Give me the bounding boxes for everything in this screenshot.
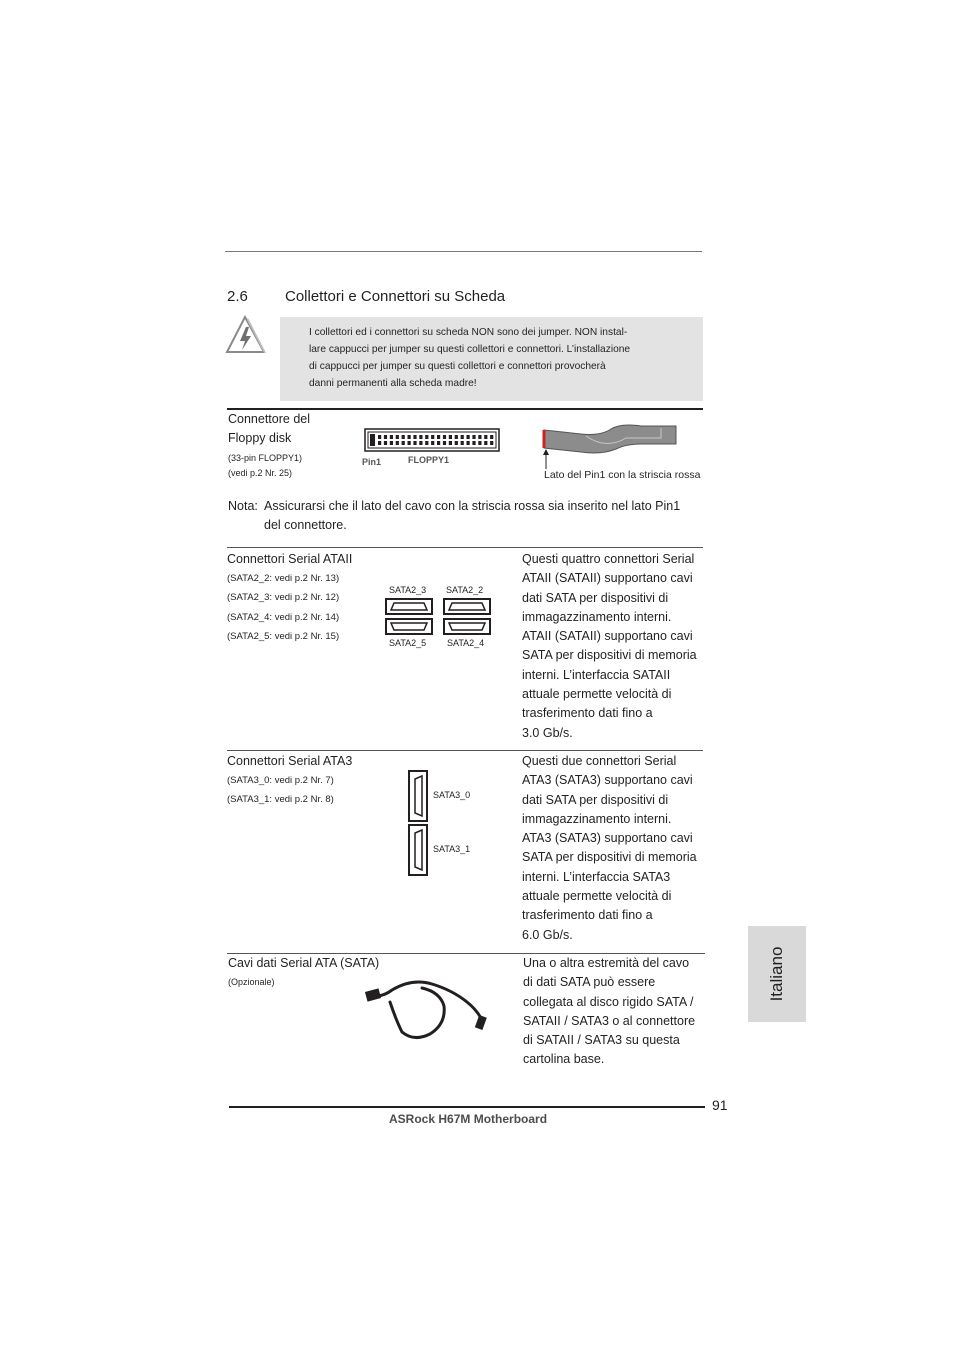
sata3-label-bottom: SATA3_1 <box>433 844 471 854</box>
floppy-cable-caption: Lato del Pin1 con la striscia rossa <box>544 469 701 481</box>
sata2-label-top-right: SATA2_2 <box>446 585 484 595</box>
sata3-rule <box>227 750 703 751</box>
sata2-desc-line: interni. L’interfaccia SATAII <box>522 667 671 682</box>
sata2-sub-line: (SATA2_5: vedi p.2 Nr. 15) <box>227 630 340 642</box>
sata3-desc-line: attuale permette velocità di <box>522 889 672 904</box>
sata2-desc-line: Questi quattro connettori Serial <box>522 552 695 566</box>
cable-desc-line: cartolina base. <box>523 1052 605 1067</box>
floppy-pin <box>384 435 387 439</box>
sata2-description <box>522 550 707 743</box>
cable-desc-line: Una o altra estremità del cavo <box>523 956 690 970</box>
sata3-sub-line: (SATA3_1: vedi p.2 Nr. 8) <box>227 794 334 806</box>
floppy-pin <box>461 435 464 439</box>
floppy-pin <box>384 441 387 445</box>
floppy-pin <box>472 435 475 439</box>
cable-description <box>523 954 708 1070</box>
floppy-pin <box>402 441 405 445</box>
cable-desc-line: di SATAII / SATA3 su questa <box>523 1033 680 1048</box>
warning-line: di cappucci per jumper su questi collettori e connettori provocherà <box>309 361 606 372</box>
cable-desc-line: collegata al disco rigido SATA / <box>523 994 694 1009</box>
cable-sub: (Opzionale) <box>228 977 275 987</box>
sata2-desc-line: trasferimento dati fino a <box>522 706 653 721</box>
sata2-label-top-left: SATA2_3 <box>389 585 427 595</box>
sata3-title: Connettori Serial ATA3 <box>227 754 353 768</box>
floppy-pin <box>419 435 422 439</box>
sata3-description <box>522 752 707 945</box>
sata3-desc-line: dati SATA per dispositivi di <box>522 792 669 807</box>
floppy-pin <box>478 435 481 439</box>
sata3-desc-line: Questi due connettori Serial <box>522 754 677 768</box>
sata3-desc-line: immagazzinamento interni. <box>522 811 672 826</box>
floppy-pin <box>378 435 381 439</box>
cable-desc-line: SATAII / SATA3 o al connettore <box>523 1013 696 1028</box>
sata2-desc-line: 3.0 Gb/s. <box>522 725 573 740</box>
floppy-title <box>228 410 310 449</box>
cable-desc-line: di dati SATA può essere <box>523 975 656 990</box>
floppy-pin <box>419 441 422 445</box>
sata3-sub-line: (SATA3_0: vedi p.2 Nr. 7) <box>227 775 334 786</box>
sata-cable-image <box>362 976 492 1044</box>
floppy-pin <box>378 441 381 445</box>
floppy-connector-label: FLOPPY1 <box>408 455 450 465</box>
floppy-sub <box>228 451 302 480</box>
language-tab-label: Italiano <box>767 946 786 1002</box>
floppy-pin <box>490 435 493 439</box>
floppy-pin <box>472 441 475 445</box>
cable-title: Cavi dati Serial ATA (SATA) <box>228 956 380 970</box>
floppy-pin <box>402 435 405 439</box>
warning-text <box>309 324 659 392</box>
top-rule <box>225 251 702 252</box>
sata3-desc-line: interni. L’interfaccia SATA3 <box>522 869 671 884</box>
floppy-pin <box>461 441 464 445</box>
note-label: Nota: <box>228 499 258 513</box>
floppy-connector-diagram <box>362 427 502 455</box>
page-number: 91 <box>712 1097 728 1113</box>
floppy-pin <box>413 435 416 439</box>
sata3-desc-line: ATA3 (SATA3) supportano cavi <box>522 831 693 846</box>
floppy-pin <box>437 435 440 439</box>
floppy-pin <box>455 441 458 445</box>
floppy-title-line: Floppy disk <box>228 431 292 446</box>
floppy-pin <box>484 435 487 439</box>
sata2-sub-line: (SATA2_3: vedi p.2 Nr. 12) <box>227 592 340 604</box>
floppy-pin <box>408 441 411 445</box>
floppy-pin <box>413 441 416 445</box>
sata2-desc-line: immagazzinamento interni. <box>522 609 672 624</box>
sata3-sub <box>227 771 334 810</box>
floppy-pin <box>425 435 428 439</box>
warning-line: danni permanenti alla scheda madre! <box>309 378 477 389</box>
sata2-label-bottom-left: SATA2_5 <box>389 638 427 648</box>
floppy-pin <box>431 435 434 439</box>
section-number: 2.6 <box>227 288 248 305</box>
sata2-desc-line: dati SATA per dispositivi di <box>522 590 669 605</box>
sata2-desc-line: ATAII (SATAII) supportano cavi <box>522 571 693 586</box>
floppy-sub-line: (vedi p.2 Nr. 25) <box>228 467 293 478</box>
sata2-label-bottom-right: SATA2_4 <box>447 638 485 648</box>
floppy-sub-line: (33-pin FLOPPY1) <box>228 453 303 463</box>
note-line-1: Assicurarsi che il lato del cavo con la striscia rossa sia inserito nel lato Pin1 <box>264 499 681 513</box>
sata2-sub-line: (SATA2_2: vedi p.2 Nr. 13) <box>227 573 340 584</box>
sata3-desc-line: SATA per dispositivi di memoria <box>522 850 697 865</box>
floppy-title-line: Connettore del <box>228 412 311 426</box>
floppy-pin <box>467 441 470 445</box>
warning-line: I collettori ed i connettori su scheda NON sono dei jumper. NON instal- <box>309 327 628 338</box>
floppy-pin <box>396 441 399 445</box>
sata2-sub <box>227 569 339 646</box>
sata3-label-top: SATA3_0 <box>433 790 471 800</box>
section-title: Collettori e Connettori su Scheda <box>285 288 506 305</box>
sata3-desc-line: trasferimento dati fino a <box>522 908 653 923</box>
floppy-pin <box>431 441 434 445</box>
sata2-rule <box>227 547 703 548</box>
floppy-pin1-label: Pin1 <box>362 457 382 467</box>
floppy-pin <box>478 441 481 445</box>
warning-triangle-icon <box>224 314 268 356</box>
floppy-pin <box>467 435 470 439</box>
floppy-pin <box>449 435 452 439</box>
floppy-pin <box>408 435 411 439</box>
floppy-pin <box>390 441 393 445</box>
note-line-2: del connettore. <box>264 518 347 532</box>
floppy-cable-image <box>541 422 681 474</box>
sata2-title: Connettori Serial ATAII <box>227 552 353 566</box>
floppy-pin <box>484 441 487 445</box>
sata2-desc-line: attuale permette velocità di <box>522 687 672 702</box>
floppy-pin <box>490 441 493 445</box>
floppy-pin <box>443 441 446 445</box>
sata3-connectors-diagram <box>407 769 431 877</box>
sata2-connectors-diagram <box>384 597 494 637</box>
sata2-desc-line: ATAII (SATAII) supportano cavi <box>522 629 693 644</box>
floppy-pin <box>449 441 452 445</box>
floppy-pin <box>455 435 458 439</box>
floppy-pin <box>425 441 428 445</box>
floppy-pin <box>437 441 440 445</box>
floppy-pin <box>390 435 393 439</box>
footer-rule <box>229 1106 705 1108</box>
footer-product: ASRock H67M Motherboard <box>389 1112 548 1126</box>
warning-line: lare cappucci per jumper su questi collettori e connettori. L’installazione <box>309 344 631 355</box>
sata2-sub-line: (SATA2_4: vedi p.2 Nr. 14) <box>227 611 340 623</box>
floppy-pin <box>396 435 399 439</box>
sata2-desc-line: SATA per dispositivi di memoria <box>522 648 697 663</box>
sata3-desc-line: 6.0 Gb/s. <box>522 927 573 942</box>
floppy-pin <box>443 435 446 439</box>
language-side-tab <box>748 926 806 1022</box>
sata3-desc-line: ATA3 (SATA3) supportano cavi <box>522 773 693 788</box>
